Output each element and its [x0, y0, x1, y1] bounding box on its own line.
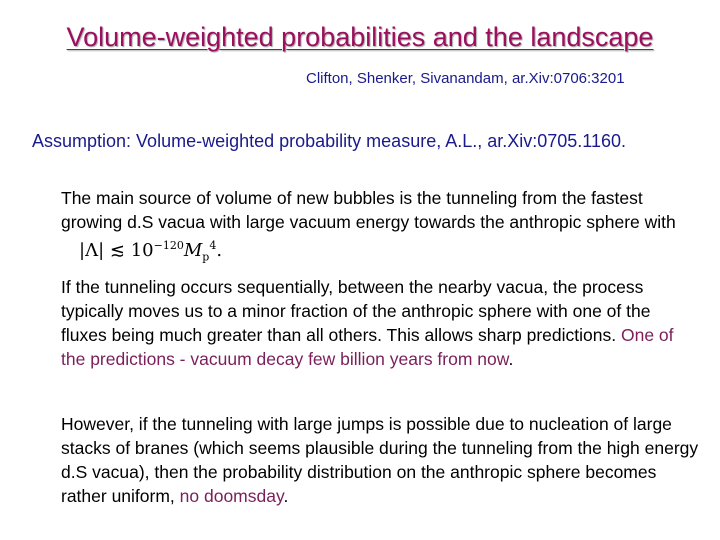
- paragraph-sequential-tunneling: [61, 275, 701, 371]
- cosmological-constant-formula: [79, 234, 222, 270]
- formula-mass-sup: 4: [209, 239, 217, 252]
- slide-title: Volume-weighted probabilities and the landscape: [66, 22, 654, 52]
- paragraph-end: .: [283, 486, 289, 506]
- assumption-line: Assumption: Volume-weighted probability measure, A.L., ar.Xiv:0705.1160.: [32, 131, 627, 151]
- authors-citation: Clifton, Shenker, Sivanandam, ar.Xiv:0706:3201: [306, 70, 625, 87]
- no-doomsday-highlight: no doomsday: [179, 486, 284, 506]
- paragraph-text: The main source of volume of new bubbles is the tunneling from the fastest growing d.S vacua with large vacuum energy towards the anthropic sphere with: [61, 188, 676, 232]
- formula-mass: M: [183, 240, 203, 261]
- prediction-highlight: One of the predictions - vacuum decay few billion years from now: [61, 325, 674, 369]
- paragraph-text: However, if the tunneling with large jumps is possible due to nucleation of large stacks of branes (which seems plausible during the tunneling from the high energy d.S vacua), then the probability distribution on the anthropic sphere becomes rather uniform,: [61, 414, 699, 506]
- formula-mass-sub: p: [202, 250, 210, 264]
- formula-end: .: [216, 240, 223, 261]
- paragraph-large-jumps: [61, 412, 701, 508]
- formula-exponent: −120: [153, 239, 184, 252]
- formula-base: 10: [130, 240, 154, 261]
- paragraph-main-source: [61, 186, 701, 270]
- formula-lhs: |Λ|: [79, 240, 105, 261]
- formula-relation: ≲: [109, 240, 125, 261]
- paragraph-end: .: [508, 349, 514, 369]
- paragraph-text: If the tunneling occurs sequentially, between the nearby vacua, the process typically moves us to a minor fraction of the anthropic sphere with one of the fluxes being much greater than all others. This allows sharp predictions.: [61, 277, 651, 345]
